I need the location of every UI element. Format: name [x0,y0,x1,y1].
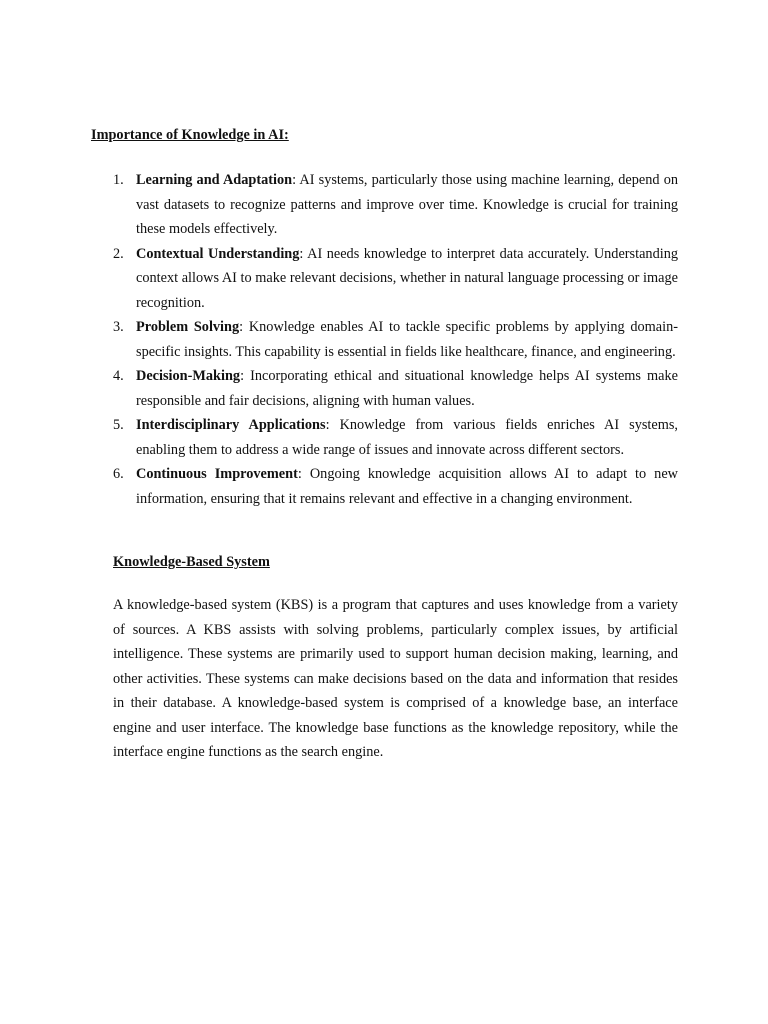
importance-list [113,168,678,511]
list-item-separator: : [292,172,297,188]
section-heading-importance: Importance of Knowledge in AI: [91,127,289,143]
list-item-title: Learning and Adaptation [136,172,293,188]
list-item [113,364,678,413]
list-item-title: Contextual Understanding [136,245,300,262]
list-number: 2. [113,245,124,262]
list-number: 5. [113,417,124,433]
list-item-text: Knowledge enables AI to tackle specific problems by applying domain-specific insights. This capability is essential in fields like healthcare, finance, and engineering. [136,319,679,360]
list-number: 1. [113,172,124,188]
kbs-paragraph: A knowledge-based system (KBS) is a program that captures and uses knowledge from a variety of sources. A KBS assists with solving problems, particularly complex issues, by artificial intelligence. These systems are primarily used to support human decision making, learning, and other activities. These systems can make decisions based on the data and information that resides in their database. A knowledge-based system is comprised of a knowledge base, an interface engine and user interface. The knowledge base functions as the knowledge repository, while the interface engine functions as the search engine. [113,597,678,760]
list-item-title: Problem Solving [136,319,240,335]
list-item-text: AI needs knowledge to interpret data accurately. Understanding context allows AI to make relevant decisions, whether in natural language processing or image recognition. [136,245,679,311]
list-number: 6. [113,466,124,482]
list-item-separator: : [240,368,245,384]
list-number: 4. [113,368,124,384]
list-item-text: Incorporating ethical and situational knowledge helps AI systems make responsible and fair decisions, aligning with human values. [136,368,678,409]
list-item-title: Continuous Improvement [136,466,298,482]
list-item-title: Decision-Making [136,368,241,384]
list-number: 3. [113,319,124,335]
list-item-text: Ongoing knowledge acquisition allows AI to adapt to new information, ensuring that it remains relevant and effective in a changing environment. [136,466,679,507]
list-item-separator: : [299,245,304,262]
list-item [113,242,678,316]
list-item-text: AI systems, particularly those using machine learning, depend on vast datasets to recognize patterns and improve over time. Knowledge is crucial for training these models effectively. [136,172,678,237]
list-item [113,315,678,364]
list-item [113,168,678,242]
section-heading-kbs: Knowledge-Based System [113,554,270,570]
list-item-text: Knowledge from various fields enriches AI systems, enabling them to address a wide range of issues and innovate across different sectors. [136,417,678,458]
list-item-separator: : [297,466,302,482]
list-item [113,413,678,462]
list-item [113,462,678,511]
list-item-separator: : [239,319,244,335]
list-item-title: Interdisciplinary Applications [136,417,326,433]
list-item-separator: : [325,417,330,433]
